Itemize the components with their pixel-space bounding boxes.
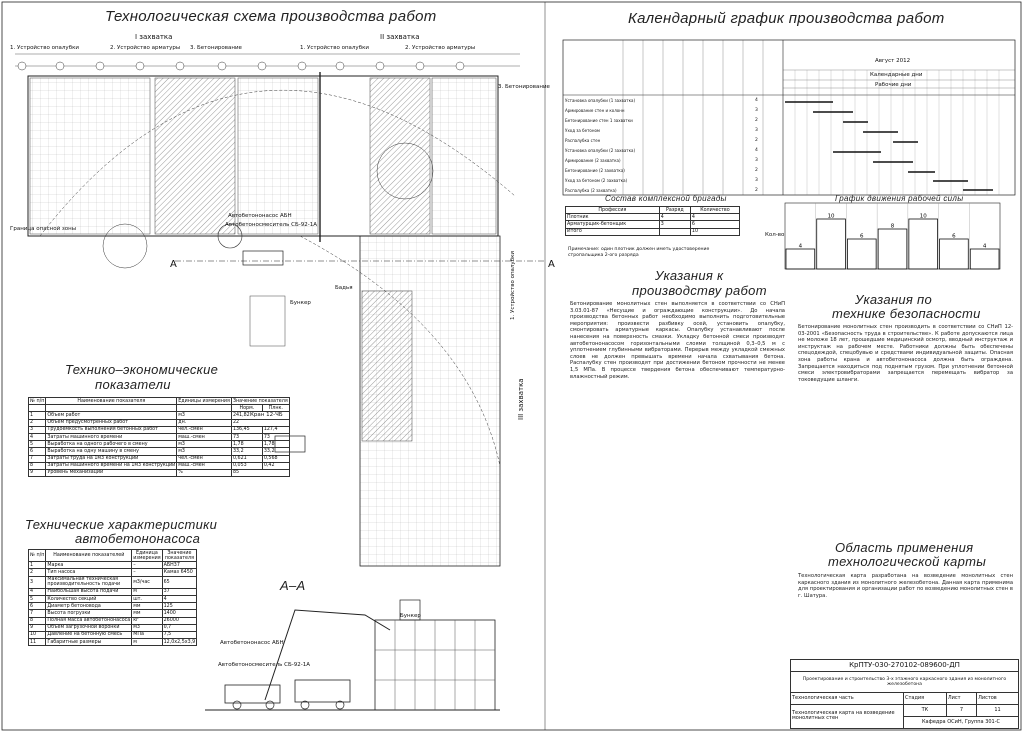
table-row: 11 Габаритные размеры м 12,0х2,5х3,9 xyxy=(30,639,196,645)
pump-header: Значение показателя xyxy=(162,550,197,562)
table-row: 9 Уровень механизации % 85 xyxy=(29,469,290,476)
title-block xyxy=(790,659,1019,729)
safety-text: Бетонирование монолитных стен производить в соответствии со СНиП 12-03-2001 «Безопасность труда в строительстве». К работе допускаются лица не моложе 18 лет, прошедшие медицинский осмотр, вводный инструктаж и инструктаж на рабочем месте. Работники должны быть обеспечены спецодеждой, спецобувью и средствами индивидуальной защиты. Опасная зона работы крана и автобетононасоса должна быть ограждена. Запрещается находиться под поднятым грузом. При уплотнении бетонной смеси электровибраторами запрещается перемещать вибратор за токоведущие шланги. xyxy=(798,324,1013,383)
workers-bar xyxy=(878,229,907,269)
table-row: 1 Объем работ м3 241,82 xyxy=(29,412,290,419)
workers-bar xyxy=(786,249,815,269)
calendar-task: Армирование стен и колонн xyxy=(565,108,625,113)
workers-chart-frame xyxy=(785,203,1000,269)
table-row: 4 Затраты машинного времени маш.-смен 73 73 xyxy=(29,433,290,440)
stage2-label: 2. Устройство арматуры xyxy=(110,45,181,51)
workers-bar-label: 10 xyxy=(827,213,835,220)
table-row: 7 Затраты труда на 1м3 конструкции чел.-смен 0,621 0,568 xyxy=(29,455,290,462)
table-row: 7 Высота погрузки мм 1400 xyxy=(29,610,197,617)
table-row: 5 Выработка на одного рабочего в смену м3 1,78 1,78 xyxy=(29,441,290,448)
calendar-task: Установка опалубки (1 захватка) xyxy=(565,98,636,103)
table-row: Итого 10 xyxy=(566,228,740,235)
table-row: Плотник 4 4 xyxy=(566,214,740,221)
crew-title: Состав комплексной бригады xyxy=(605,194,727,203)
stamp-sheet-title: Технологическая карта на возведение монолитных стен xyxy=(791,704,904,728)
stamp-project: Проектирование и строительство 3-х этажного каркасного здания из монолитного железобетона xyxy=(791,672,1019,693)
stamp-sheets-label: Листов xyxy=(977,692,1019,704)
calendar-workdays-label: Рабочие дни xyxy=(875,82,912,88)
econ-header: Плнк. xyxy=(262,405,289,412)
calendar-task: Бетонирование стен 1 захватки xyxy=(565,118,633,123)
workers-chart-ylabel: Кол-во xyxy=(765,232,785,238)
workers-bar-label: 4 xyxy=(982,243,987,250)
calendar-duration: 3 xyxy=(755,158,758,163)
instructions-text: Бетонирование монолитных стен выполняется в соответствии со СНиП 3.03.01-87 «Несущие и ограждающие конструкции». До начала производства бетонных работ необходимо выполнить подготовительные мероприятия: произвести разбивку осей, установить опалубку, смонтировать арматурные каркасы. Опалубку устанавливают после нанесения на поверхность смазки. Укладку бетонной смеси производят автобетононасосом горизонтальными слоями толщиной 0,3–0,5 м с уплотнением глубинными вибраторами. Перерыв между укладкой смежных слоев не должен превышать времени начала схватывания бетона. Распалубку стен производят при достижении бетоном прочности не менее 1,5 МПа. В процессе твердения бетона обеспечивают температурно-влажностный режим. xyxy=(570,301,785,380)
crew-note: Примечание: один плотник должен иметь удостоверение стропальщика 2-ого разряда xyxy=(568,247,710,258)
calendar-task-list xyxy=(565,98,636,198)
calendar-task: Распалубка стен xyxy=(565,138,601,143)
crew-header: Количество xyxy=(690,207,739,214)
scope-text: Технологическая карта разработана на возведение монолитных стен каркасного здания из монолитного железобетона. Данная карта применима для проектирования и организации работ по возведению монолитных стен в г. Шатура. xyxy=(798,573,1013,599)
workers-chart-title: График движения рабочей силы xyxy=(835,194,964,203)
table-row: 4 Наибольшая высота подачи м 37 xyxy=(29,588,197,595)
stage1b-label: 1. Устройство опалубки xyxy=(300,45,369,51)
pump-table xyxy=(28,549,197,646)
calendar-task: Уход за бетоном xyxy=(565,128,600,133)
workers-bar-label: 6 xyxy=(860,233,864,240)
stage1-label: 1. Устройство опалубки xyxy=(10,45,79,51)
tech-econ-title-2: показатели xyxy=(95,377,171,392)
stamp-sheet: 7 xyxy=(946,704,976,716)
stamp-org: Кафедра ОСиН, Группа 301-С xyxy=(904,716,1019,728)
workers-bar xyxy=(940,239,969,269)
zone1-label: I захватка xyxy=(135,33,173,41)
bucket-label: Бадья xyxy=(335,285,353,291)
section-title: А–А xyxy=(280,578,306,593)
pump-title-1: Технические характеристики xyxy=(25,517,218,532)
table-row: 10 Давление на бетонную смесь МПа 7,5 xyxy=(29,631,197,638)
mixer-plan-label: Автобетоносмеситель СБ-92-1А xyxy=(225,222,317,228)
table-row: 6 Выработка на одну машину в смену м3 33,2 33,2 xyxy=(29,448,290,455)
table-row: 3 Максимальная техническая производительность подачи м3/час 65 xyxy=(29,576,197,588)
pump-plan-label: Автобетононасос АБН xyxy=(228,213,292,219)
table-row: 2 Тип насоса – Камаз 6450 xyxy=(29,569,197,576)
bunker-label: Бункер xyxy=(290,300,311,306)
calendar-duration: 3 xyxy=(755,128,758,133)
econ-header: Единицы измерения xyxy=(178,398,230,404)
calendar-duration: 3 xyxy=(755,178,758,183)
instructions-title-1: Указания к xyxy=(655,268,724,283)
calendar-task: Армирование (2 захватка) xyxy=(565,158,621,163)
crew-table xyxy=(565,206,740,236)
calendar-duration: 2 xyxy=(755,168,758,173)
calendar-year: Август 2012 xyxy=(875,58,911,64)
calendar-task: Уход за бетоном (2 захватка) xyxy=(565,178,628,183)
calendar-task: Установка опалубки (2 захватка) xyxy=(565,148,636,153)
workers-bar xyxy=(970,249,999,269)
stamp-part: Технологическая часть xyxy=(791,692,904,704)
site-plan-drawing xyxy=(0,26,545,566)
stage3-label: 3. Бетонирование xyxy=(190,45,242,51)
table-row: 5 Количество секций шт. 4 xyxy=(29,595,197,602)
danger-zone-label: Граница опасной зоны xyxy=(10,226,77,232)
calendar-task: Распалубка (2 захватка) xyxy=(565,188,617,193)
workers-bar-label: 4 xyxy=(798,243,803,250)
econ-header: № п/п xyxy=(30,398,45,404)
workers-bar xyxy=(909,219,938,269)
pump-header: № п/п xyxy=(29,550,46,562)
calendar-task: Бетонирование (2 захватка) xyxy=(565,168,625,173)
calendar-duration-list xyxy=(755,98,769,198)
workers-bar xyxy=(817,219,846,269)
table-row: 9 Объем загрузочной воронки м3 0,7 xyxy=(29,624,197,631)
scope-title-2: технологической карты xyxy=(828,554,987,569)
econ-header: Наименование показателя xyxy=(46,398,177,405)
tech-scheme-title: Технологическая схема производства работ xyxy=(105,8,437,25)
safety-title-1: Указания по xyxy=(855,292,932,307)
scope-title-1: Область применения xyxy=(835,540,974,555)
zone2-label: II захватка xyxy=(380,33,420,41)
stamp-sheets: 11 xyxy=(977,704,1019,716)
section-mark-left: А xyxy=(170,259,177,270)
crew-header: Разряд xyxy=(659,207,690,214)
workers-bar-label: 10 xyxy=(919,213,927,220)
workers-chart xyxy=(785,203,1005,273)
table-row: 8 Затраты машинного времени на 1м3 конструкции маш.-смен 0,053 0,42 xyxy=(29,462,290,469)
safety-title-2: технике безопасности xyxy=(832,306,981,321)
calendar-bars xyxy=(785,102,993,190)
calendar-duration: 4 xyxy=(755,98,758,103)
stage2b-label: 2. Устройство арматуры xyxy=(405,45,476,51)
rotated-formwork-label: 1. Устройство опалубки xyxy=(510,251,516,320)
stamp-stage: ТК xyxy=(904,704,947,716)
table-row: 8 Полная масса автобетононасоса кг 26000 xyxy=(29,617,197,624)
pump-title-2: автобетононасоса xyxy=(75,531,201,546)
workers-bar xyxy=(847,239,876,269)
pump-header: Наименование показателей xyxy=(46,550,132,562)
rotated-zone3-label: III захватка xyxy=(517,378,525,420)
crane-plan-label: Кран 12-ЧБ xyxy=(250,412,283,418)
calendar-duration: 2 xyxy=(755,188,758,193)
stage3b-label: 3. Бетонирование xyxy=(498,84,550,90)
table-row: 3 Трудоемкость выполнения бетонных работ чел.-смен 136,45 127,4 xyxy=(29,426,290,433)
section-mixer-label: Автобетоносмеситель СБ-92-1А xyxy=(218,662,310,668)
tech-econ-table xyxy=(28,397,290,477)
calendar-duration: 4 xyxy=(755,148,758,153)
workers-bar-label: 6 xyxy=(952,233,956,240)
section-pump-label: Автобетононасос АБН xyxy=(220,640,284,646)
calendar-duration: 2 xyxy=(755,118,758,123)
instructions-title-2: производству работ xyxy=(632,283,767,298)
crew-header: Профессия xyxy=(566,207,660,214)
stamp-stage-label: Стадия xyxy=(904,692,947,704)
stamp-code: КрПТУ-030-270102-089600-ДП xyxy=(791,660,1019,672)
table-row: 1 Марка – АБН37 xyxy=(29,562,197,569)
pump-header: Единица измерения xyxy=(133,550,161,561)
calendar-duration: 2 xyxy=(755,138,758,143)
calendar-duration: 3 xyxy=(755,108,758,113)
calendar-title: Календарный график производства работ xyxy=(628,10,945,27)
econ-header: Норм. xyxy=(231,405,262,412)
table-row: 2 Объем предусмотренных работ дн. 22 xyxy=(29,419,290,426)
table-row: Арматурщик-бетонщик 3 6 xyxy=(566,221,740,228)
workers-bar-label: 8 xyxy=(890,223,895,230)
tech-econ-title-1: Технико–экономические xyxy=(65,362,219,377)
stamp-sheet-label: Лист xyxy=(946,692,976,704)
section-drawing xyxy=(205,590,505,730)
econ-header: Значение показателя xyxy=(232,398,288,404)
calendar-days-label: Календарные дни xyxy=(870,72,923,78)
section-bunker-label: Бункер xyxy=(400,613,421,619)
section-mark-right: А xyxy=(548,259,555,270)
table-row: 6 Диаметр бетоновода мм 125 xyxy=(29,603,197,610)
